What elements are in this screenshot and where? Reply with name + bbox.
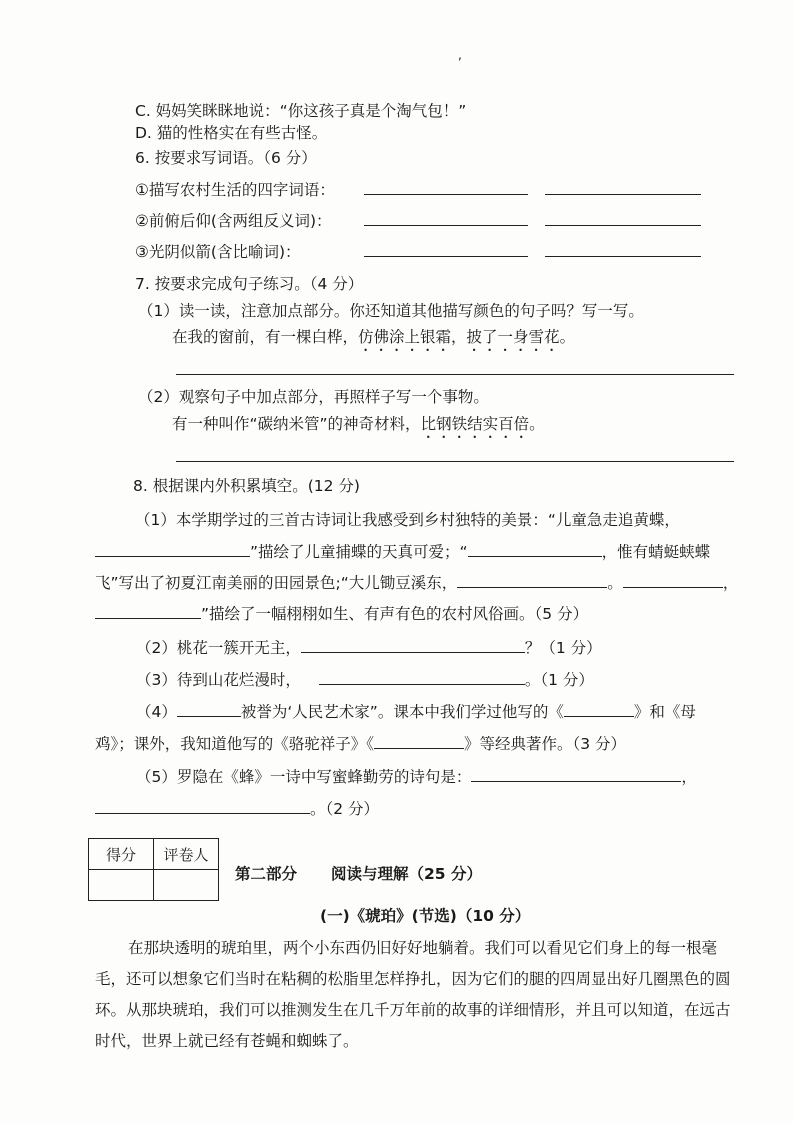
score-header: 得分 [89,839,154,870]
q7-s1-dotted-b: 披了一身雪花 [466,328,560,346]
part2-title: 阅读与理解（25 分） [331,865,482,883]
q8-line3 [95,571,738,593]
q6-blank-3a[interactable] [364,256,528,257]
q8-line7 [136,700,696,722]
q7-s2-end: 。 [529,415,545,433]
q8-blank-1[interactable] [95,541,250,557]
q7-title: 7. 按要求完成句子练习。（4 分） [135,275,364,293]
part2-label: 第二部分 [235,865,298,883]
q8-l2-text-b: ，惟有蜻蜓蛱蝶 [601,543,711,561]
q6-blank-1a[interactable] [364,194,528,195]
q8-l7-text-a: （4） [136,703,177,721]
q6-blank-2a[interactable] [364,225,528,226]
q7-part2: （2）观察句子中加点部分，再照样子写一个事物。 [138,388,489,406]
q8-l9-text-a: （5）罗隐在《蜂》一诗中写蜜蜂勤劳的诗句是： [136,768,472,786]
q8-l6-text-a: （3）待到山花烂漫时， [136,671,301,689]
q6-item-2: ②前俯后仰(含两组反义词)： [135,212,332,230]
q8-blank-11[interactable] [471,766,681,782]
option-c: C. 妈妈笑眯眯地说：“你这孩子真是个淘气包！” [135,102,467,120]
q8-blank-6[interactable] [301,637,525,653]
q6-item-3: ③光阴似箭(含比喻词)： [135,243,301,261]
q7-sentence1 [172,325,575,355]
q7-s2-plain: 有一种叫作“碳纳米管”的神奇材料， [172,415,421,433]
q7-part1: （1）读一读，注意加点部分。你还知道其他描写颜色的句子吗？写一写。 [138,302,644,320]
reading-subtitle: (一)《琥珀》(节选)（10 分） [320,907,531,925]
q8-l8-text-b: 》等经典著作。（3 分） [464,735,627,753]
q8-l8-text-a: 鸡》；课外，我知道他写的《骆驼祥子》《 [95,735,375,753]
q8-line1: （1）本学期学过的三首古诗词让我感受到乡村独特的美景：“儿童急走追黄蝶， [135,511,680,529]
q8-blank-5[interactable] [95,603,201,619]
q8-line4 [95,602,588,624]
q8-line8 [95,732,626,754]
q8-l3-text-c: ， [722,574,739,592]
q8-blank-3[interactable] [457,572,607,588]
option-d: D. 猫的性格实在有些古怪。 [135,124,328,142]
q8-title: 8. 根据课内外积累填空。(12 分) [133,477,360,495]
q8-line6 [136,668,594,690]
q8-blank-9[interactable] [564,701,634,717]
q8-l6-text-b: 。（1 分） [524,671,594,689]
q8-l3-text-b: 。 [607,574,623,592]
q8-l5-text-b: ？（1 分） [524,639,602,657]
q6-blank-3b[interactable] [545,256,701,257]
q8-l2-text-a: ”描绘了儿童捕蝶的天真可爱；“ [250,543,468,561]
q8-l4-text: ”描绘了一幅栩栩如生、有声有色的农村风俗画。（5 分） [201,605,589,623]
q8-blank-8[interactable] [177,701,241,717]
q7-sentence2 [172,412,545,442]
score-cell[interactable] [89,870,154,901]
q8-blank-2[interactable] [468,541,602,557]
q7-s1-comma: ， [451,328,467,346]
q8-blank-12[interactable] [95,798,310,814]
q8-line10 [95,797,379,819]
q8-l3-text-a: 飞”写出了初夏江南美丽的田园景色;“大儿锄豆溪东， [95,574,458,592]
q6-blank-1b[interactable] [545,194,701,195]
q6-title: 6. 按要求写词语。（6 分） [135,149,317,167]
q7-answer-line-2[interactable] [176,461,734,462]
score-table [88,838,219,901]
q8-blank-10[interactable] [374,733,464,749]
grader-header: 评卷人 [154,839,219,870]
q8-line2 [95,540,710,562]
q8-line5 [136,636,602,658]
q8-l7-text-c: 》和《母 [633,703,696,721]
grader-cell[interactable] [154,870,219,901]
q8-l5-text-a: （2）桃花一簇开无主， [136,639,301,657]
q7-s1-plain: 在我的窗前，有一棵白桦， [172,328,359,346]
q7-s1-end: 。 [559,328,576,346]
q7-s1-dotted-a: 仿佛涂上银霜 [358,328,452,346]
reading-passage: 在那块透明的琥珀里，两个小东西仍旧好好地躺着。我们可以看见它们身上的每一根毫毛，还可以想象它们当时在粘稠的松脂里怎样挣扎，因为它们的腿的四周显出好几圈黑色的圆环。从那块琥珀，我们可以推测发生在几千万年前的故事的详细情形，并且可以知道，在远古时代，世界上就已经有苍蝇和蜘蛛了。 [95,939,731,1050]
q7-answer-line-1[interactable] [176,374,734,375]
stray-mark: , [458,48,462,62]
q8-l7-text-b: 被誉为‘人民艺术家”。课本中我们学过他写的《 [240,703,564,721]
q8-l10-text: 。（2 分） [310,800,380,818]
q8-blank-7[interactable] [319,669,525,685]
q8-line9 [136,765,697,787]
q6-item-1: ①描写农村生活的四字词语： [135,181,335,199]
q8-blank-4[interactable] [623,572,723,588]
q7-s2-dotted: 比钢铁结实百倍 [420,415,530,433]
q8-l9-text-b: ， [681,768,697,786]
q6-blank-2b[interactable] [545,225,701,226]
